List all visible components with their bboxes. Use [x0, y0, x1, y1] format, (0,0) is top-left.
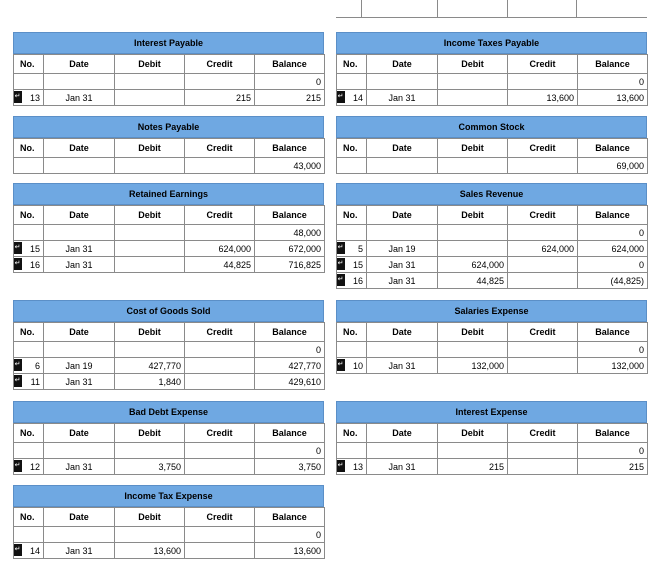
entry-debit: 3,750 — [115, 459, 185, 475]
ledger-header-row — [337, 206, 648, 225]
ledger-row — [337, 257, 648, 273]
header-balance: Balance — [255, 55, 325, 74]
return-arrow-icon[interactable]: ↵ — [14, 242, 23, 254]
entry-no-cell — [337, 225, 367, 241]
ledger-row — [337, 225, 648, 241]
ledger-income-taxes-payable — [336, 32, 647, 106]
entry-credit — [185, 342, 255, 358]
entry-credit — [508, 74, 578, 90]
header-credit: Credit — [185, 139, 255, 158]
entry-debit: 1,840 — [115, 374, 185, 390]
entry-debit — [115, 225, 185, 241]
header-date: Date — [367, 323, 438, 342]
entry-balance: 48,000 — [255, 225, 325, 241]
return-arrow-icon[interactable]: ↵ — [14, 544, 23, 556]
entry-no-cell — [14, 374, 44, 390]
entry-no-cell — [337, 342, 367, 358]
return-arrow-icon[interactable]: ↵ — [337, 274, 346, 286]
ledger-header-row — [14, 55, 325, 74]
header-no: No. — [14, 55, 44, 74]
header-debit: Debit — [115, 139, 185, 158]
entry-date: Jan 31 — [367, 459, 438, 475]
entry-credit: 44,825 — [185, 257, 255, 273]
entry-debit — [115, 257, 185, 273]
entry-credit — [508, 459, 578, 475]
header-balance: Balance — [255, 323, 325, 342]
entry-balance: 429,610 — [255, 374, 325, 390]
entry-no-cell — [14, 527, 44, 543]
entry-no: 16 — [352, 275, 363, 286]
entry-credit — [185, 225, 255, 241]
entry-no-cell — [14, 74, 44, 90]
header-balance: Balance — [578, 206, 648, 225]
ledger-row — [337, 241, 648, 257]
entry-date — [367, 443, 438, 459]
entry-date — [44, 225, 115, 241]
entry-date: Jan 31 — [44, 459, 115, 475]
entry-credit — [508, 225, 578, 241]
ledger-header-row — [14, 424, 325, 443]
entry-credit — [508, 158, 578, 174]
entry-no-cell — [14, 158, 44, 174]
entry-no-cell — [337, 257, 367, 273]
ledger-row — [14, 342, 325, 358]
entry-date — [367, 225, 438, 241]
header-credit: Credit — [508, 206, 578, 225]
entry-credit — [185, 158, 255, 174]
header-date: Date — [367, 206, 438, 225]
ledger-row — [14, 158, 325, 174]
entry-no: 16 — [29, 259, 40, 270]
ledger-title: Cost of Goods Sold — [13, 300, 324, 322]
return-arrow-icon[interactable]: ↵ — [337, 91, 346, 103]
entry-date: Jan 31 — [44, 374, 115, 390]
header-credit: Credit — [185, 508, 255, 527]
header-credit: Credit — [185, 206, 255, 225]
ledger-row — [337, 273, 648, 289]
entry-balance: 0 — [578, 74, 648, 90]
entry-credit — [185, 358, 255, 374]
entry-no-cell — [337, 273, 367, 289]
header-no: No. — [337, 139, 367, 158]
return-arrow-icon[interactable]: ↵ — [14, 359, 23, 371]
header-balance: Balance — [578, 55, 648, 74]
entry-credit: 215 — [185, 90, 255, 106]
header-date: Date — [44, 424, 115, 443]
entry-credit: 624,000 — [508, 241, 578, 257]
ledger-row — [14, 358, 325, 374]
entry-balance: 3,750 — [255, 459, 325, 475]
header-credit: Credit — [508, 323, 578, 342]
entry-balance: 69,000 — [578, 158, 648, 174]
entry-no: 5 — [357, 243, 363, 254]
entry-debit — [115, 342, 185, 358]
header-balance: Balance — [255, 139, 325, 158]
entry-date — [44, 527, 115, 543]
entry-no: 15 — [352, 259, 363, 270]
ledger-row — [337, 90, 648, 106]
header-date: Date — [44, 508, 115, 527]
entry-no-cell — [337, 241, 367, 257]
ledger-row — [14, 443, 325, 459]
entry-credit — [185, 443, 255, 459]
entry-date: Jan 31 — [44, 257, 115, 273]
return-arrow-icon[interactable]: ↵ — [337, 460, 346, 472]
entry-no: 13 — [29, 92, 40, 103]
ledger-row — [337, 443, 648, 459]
entry-balance: 132,000 — [578, 358, 648, 374]
entry-debit — [438, 342, 508, 358]
entry-credit — [508, 342, 578, 358]
entry-balance: 0 — [255, 443, 325, 459]
entry-balance: 624,000 — [578, 241, 648, 257]
header-balance: Balance — [578, 139, 648, 158]
header-debit: Debit — [115, 55, 185, 74]
ledger-title: Sales Revenue — [336, 183, 647, 205]
header-no: No. — [337, 323, 367, 342]
ledger-table — [13, 54, 325, 106]
ledger-bad-debt-expense — [13, 401, 324, 475]
ledger-header-row — [337, 139, 648, 158]
entry-date — [44, 158, 115, 174]
entry-credit — [185, 374, 255, 390]
ledger-table — [13, 205, 325, 273]
ledger-title: Salaries Expense — [336, 300, 647, 322]
header-date: Date — [44, 55, 115, 74]
entry-no-cell — [337, 358, 367, 374]
header-credit: Credit — [508, 424, 578, 443]
entry-date: Jan 31 — [367, 273, 438, 289]
entry-balance: 0 — [578, 257, 648, 273]
ledger-header-row — [14, 139, 325, 158]
entry-debit: 132,000 — [438, 358, 508, 374]
ledger-notes-payable — [13, 116, 324, 174]
entry-date: Jan 31 — [367, 358, 438, 374]
entry-debit: 44,825 — [438, 273, 508, 289]
entry-credit — [508, 257, 578, 273]
entry-no-cell — [337, 459, 367, 475]
entry-no-cell — [14, 443, 44, 459]
ledger-title: Interest Payable — [13, 32, 324, 54]
entry-debit — [438, 90, 508, 106]
entry-debit — [438, 225, 508, 241]
entry-debit — [438, 241, 508, 257]
return-arrow-icon[interactable]: ↵ — [14, 258, 23, 270]
entry-credit — [185, 74, 255, 90]
entry-date: Jan 31 — [367, 90, 438, 106]
ledger-row — [14, 543, 325, 559]
entry-no-cell — [337, 158, 367, 174]
entry-no-cell — [14, 225, 44, 241]
header-no: No. — [14, 424, 44, 443]
return-arrow-icon[interactable]: ↵ — [337, 359, 346, 371]
header-debit: Debit — [115, 323, 185, 342]
ledger-title: Income Taxes Payable — [336, 32, 647, 54]
cutoff-row-strip — [336, 0, 647, 18]
header-balance: Balance — [578, 323, 648, 342]
ledger-salaries-expense — [336, 300, 647, 374]
entry-no-cell — [337, 443, 367, 459]
ledger-sales-revenue — [336, 183, 647, 289]
entry-balance: 0 — [578, 225, 648, 241]
entry-date — [44, 74, 115, 90]
ledger-row — [337, 158, 648, 174]
entry-no: 14 — [352, 92, 363, 103]
header-debit: Debit — [438, 424, 508, 443]
header-credit: Credit — [185, 323, 255, 342]
header-date: Date — [44, 323, 115, 342]
entry-no: 12 — [29, 461, 40, 472]
entry-no-cell — [337, 74, 367, 90]
ledger-common-stock — [336, 116, 647, 174]
header-credit: Credit — [508, 139, 578, 158]
ledger-interest-expense — [336, 401, 647, 475]
entry-balance: 0 — [578, 342, 648, 358]
ledger-header-row — [14, 206, 325, 225]
entry-balance: 0 — [578, 443, 648, 459]
header-credit: Credit — [508, 55, 578, 74]
header-date: Date — [44, 206, 115, 225]
ledger-retained-earnings — [13, 183, 324, 273]
header-no: No. — [337, 55, 367, 74]
header-no: No. — [14, 139, 44, 158]
entry-debit: 624,000 — [438, 257, 508, 273]
ledger-row — [14, 90, 325, 106]
ledger-table — [336, 54, 648, 106]
entry-debit — [438, 74, 508, 90]
ledger-income-tax-expense — [13, 485, 324, 559]
ledger-row — [14, 241, 325, 257]
ledger-title: Retained Earnings — [13, 183, 324, 205]
ledger-table — [13, 423, 325, 475]
entry-no-cell — [14, 543, 44, 559]
entry-credit: 624,000 — [185, 241, 255, 257]
entry-date: Jan 31 — [367, 257, 438, 273]
ledger-row — [14, 257, 325, 273]
entry-no-cell — [14, 257, 44, 273]
ledger-row — [14, 74, 325, 90]
ledger-row — [337, 358, 648, 374]
header-no: No. — [337, 424, 367, 443]
ledger-header-row — [337, 323, 648, 342]
ledger-table — [13, 507, 325, 559]
ledger-row — [337, 342, 648, 358]
entry-date — [367, 74, 438, 90]
entry-balance: 672,000 — [255, 241, 325, 257]
ledger-title: Common Stock — [336, 116, 647, 138]
ledger-table — [13, 138, 325, 174]
entry-date — [44, 342, 115, 358]
entry-credit — [185, 543, 255, 559]
entry-date — [367, 342, 438, 358]
header-balance: Balance — [578, 424, 648, 443]
ledger-table — [336, 322, 648, 374]
entry-debit — [438, 158, 508, 174]
header-balance: Balance — [255, 206, 325, 225]
ledger-row — [14, 527, 325, 543]
entry-credit — [508, 443, 578, 459]
entry-debit: 427,770 — [115, 358, 185, 374]
header-debit: Debit — [115, 508, 185, 527]
entry-date — [367, 158, 438, 174]
entry-no-cell — [14, 342, 44, 358]
header-debit: Debit — [438, 139, 508, 158]
ledger-header-row — [337, 424, 648, 443]
entry-date: Jan 31 — [44, 90, 115, 106]
ledger-title: Bad Debt Expense — [13, 401, 324, 423]
ledger-row — [14, 459, 325, 475]
entry-date: Jan 31 — [44, 543, 115, 559]
header-date: Date — [367, 55, 438, 74]
ledger-row — [14, 374, 325, 390]
entry-credit: 13,600 — [508, 90, 578, 106]
entry-balance: 13,600 — [255, 543, 325, 559]
header-credit: Credit — [185, 424, 255, 443]
ledger-title: Interest Expense — [336, 401, 647, 423]
header-debit: Debit — [115, 206, 185, 225]
ledger-table — [336, 423, 648, 475]
entry-no: 6 — [34, 360, 40, 371]
header-no: No. — [14, 206, 44, 225]
header-no: No. — [337, 206, 367, 225]
header-debit: Debit — [115, 424, 185, 443]
entry-no-cell — [337, 90, 367, 106]
ledger-header-row — [337, 55, 648, 74]
entry-balance: 215 — [578, 459, 648, 475]
header-balance: Balance — [255, 508, 325, 527]
entry-debit — [438, 443, 508, 459]
entry-date: Jan 31 — [44, 241, 115, 257]
header-date: Date — [367, 139, 438, 158]
ledger-title: Income Tax Expense — [13, 485, 324, 507]
entry-debit — [115, 74, 185, 90]
entry-credit — [185, 527, 255, 543]
ledger-row — [337, 74, 648, 90]
entry-no: 11 — [30, 376, 40, 387]
entry-balance: 215 — [255, 90, 325, 106]
entry-date — [44, 443, 115, 459]
header-no: No. — [14, 508, 44, 527]
entry-balance: 0 — [255, 342, 325, 358]
entry-no: 14 — [29, 545, 40, 556]
entry-no-cell — [14, 241, 44, 257]
header-debit: Debit — [438, 206, 508, 225]
entry-debit: 13,600 — [115, 543, 185, 559]
return-arrow-icon[interactable]: ↵ — [14, 375, 23, 387]
entry-balance: 0 — [255, 74, 325, 90]
ledger-row — [337, 459, 648, 475]
entry-no-cell — [14, 90, 44, 106]
return-arrow-icon[interactable]: ↵ — [14, 460, 23, 472]
header-credit: Credit — [185, 55, 255, 74]
entry-balance: 0 — [255, 527, 325, 543]
entry-balance: (44,825) — [578, 273, 648, 289]
entry-balance: 427,770 — [255, 358, 325, 374]
ledger-table — [13, 322, 325, 390]
entry-no-cell — [14, 459, 44, 475]
entry-debit: 215 — [438, 459, 508, 475]
entry-credit — [508, 273, 578, 289]
return-arrow-icon[interactable]: ↵ — [14, 91, 23, 103]
entry-debit — [115, 90, 185, 106]
entry-no: 13 — [352, 461, 363, 472]
entry-credit — [185, 459, 255, 475]
entry-debit — [115, 158, 185, 174]
entry-debit — [115, 443, 185, 459]
entry-no: 10 — [352, 360, 363, 371]
ledger-interest-payable — [13, 32, 324, 106]
entry-balance: 43,000 — [255, 158, 325, 174]
header-debit: Debit — [438, 55, 508, 74]
ledger-table — [336, 205, 648, 289]
ledger-title: Notes Payable — [13, 116, 324, 138]
entry-balance: 13,600 — [578, 90, 648, 106]
header-date: Date — [44, 139, 115, 158]
entry-date: Jan 19 — [367, 241, 438, 257]
ledger-cost-of-goods-sold — [13, 300, 324, 390]
header-date: Date — [367, 424, 438, 443]
header-debit: Debit — [438, 323, 508, 342]
entry-date: Jan 19 — [44, 358, 115, 374]
entry-no-cell — [14, 358, 44, 374]
return-arrow-icon[interactable]: ↵ — [337, 258, 346, 270]
entry-balance: 716,825 — [255, 257, 325, 273]
entry-debit — [115, 241, 185, 257]
ledger-header-row — [14, 508, 325, 527]
ledger-table — [336, 138, 648, 174]
header-no: No. — [14, 323, 44, 342]
entry-credit — [508, 358, 578, 374]
ledger-header-row — [14, 323, 325, 342]
entry-no: 15 — [29, 243, 40, 254]
ledger-row — [14, 225, 325, 241]
return-arrow-icon[interactable]: ↵ — [337, 242, 346, 254]
entry-debit — [115, 527, 185, 543]
header-balance: Balance — [255, 424, 325, 443]
